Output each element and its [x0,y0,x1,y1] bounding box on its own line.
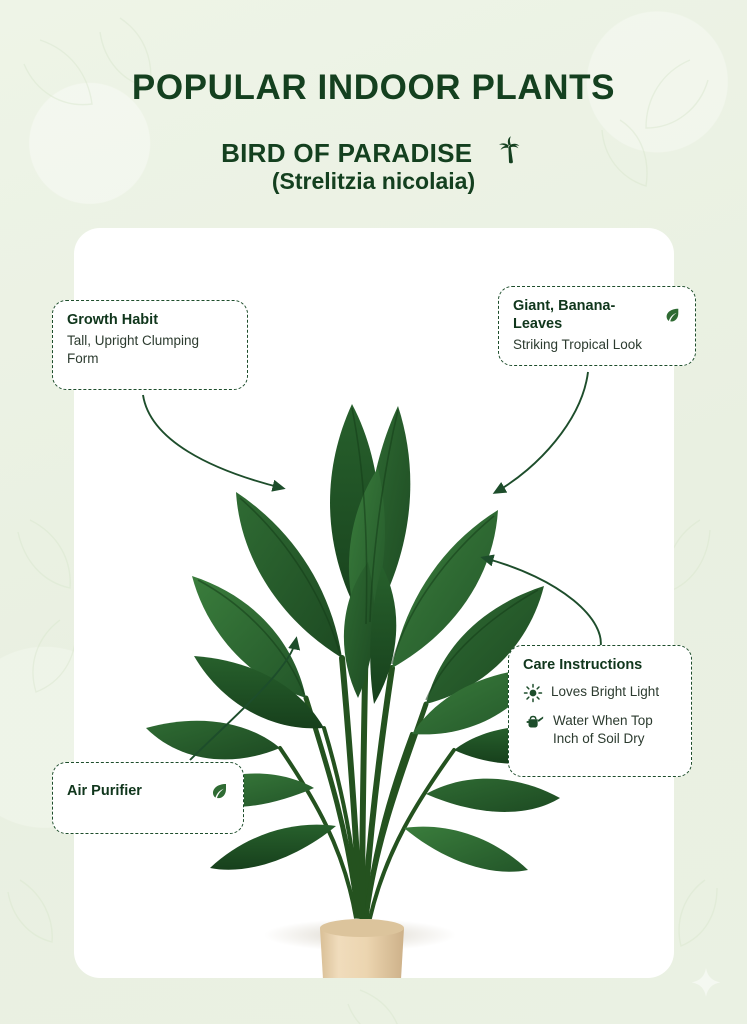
page-title: POPULAR INDOOR PLANTS [131,68,616,107]
leaf-icon [663,306,681,324]
callout-leaves-description: Striking Tropical Look [513,337,643,353]
callout-care-instructions[interactable] [508,645,692,777]
palm-tree-icon [492,134,526,168]
sparkle-icon [689,966,723,1000]
callout-growth-title: Growth Habit [67,312,159,328]
care-item-light [523,683,677,703]
care-item-water [523,712,677,747]
callout-leaves[interactable] [498,286,696,366]
plant-name [0,134,747,169]
callout-care-title: Care Instructions [523,657,643,673]
botanical-name: (Strelitzia nicolaia) [271,168,476,194]
plant-name-text: BIRD OF PARADISE [221,138,473,168]
callout-air-purifier[interactable] [52,762,244,834]
watering-can-icon [523,712,545,732]
sun-icon [523,683,543,703]
callout-growth-description: Tall, Upright Clumping Form [67,333,200,366]
leaf-icon [209,781,229,801]
callout-leaves-title: Giant, Banana-Leaves [513,298,616,333]
care-item-water-label: Water When Top Inch of Soil Dry [553,713,653,746]
care-item-light-label: Loves Bright Light [551,684,660,700]
callout-growth-habit[interactable] [52,300,248,390]
callout-air-title: Air Purifier [67,782,142,799]
